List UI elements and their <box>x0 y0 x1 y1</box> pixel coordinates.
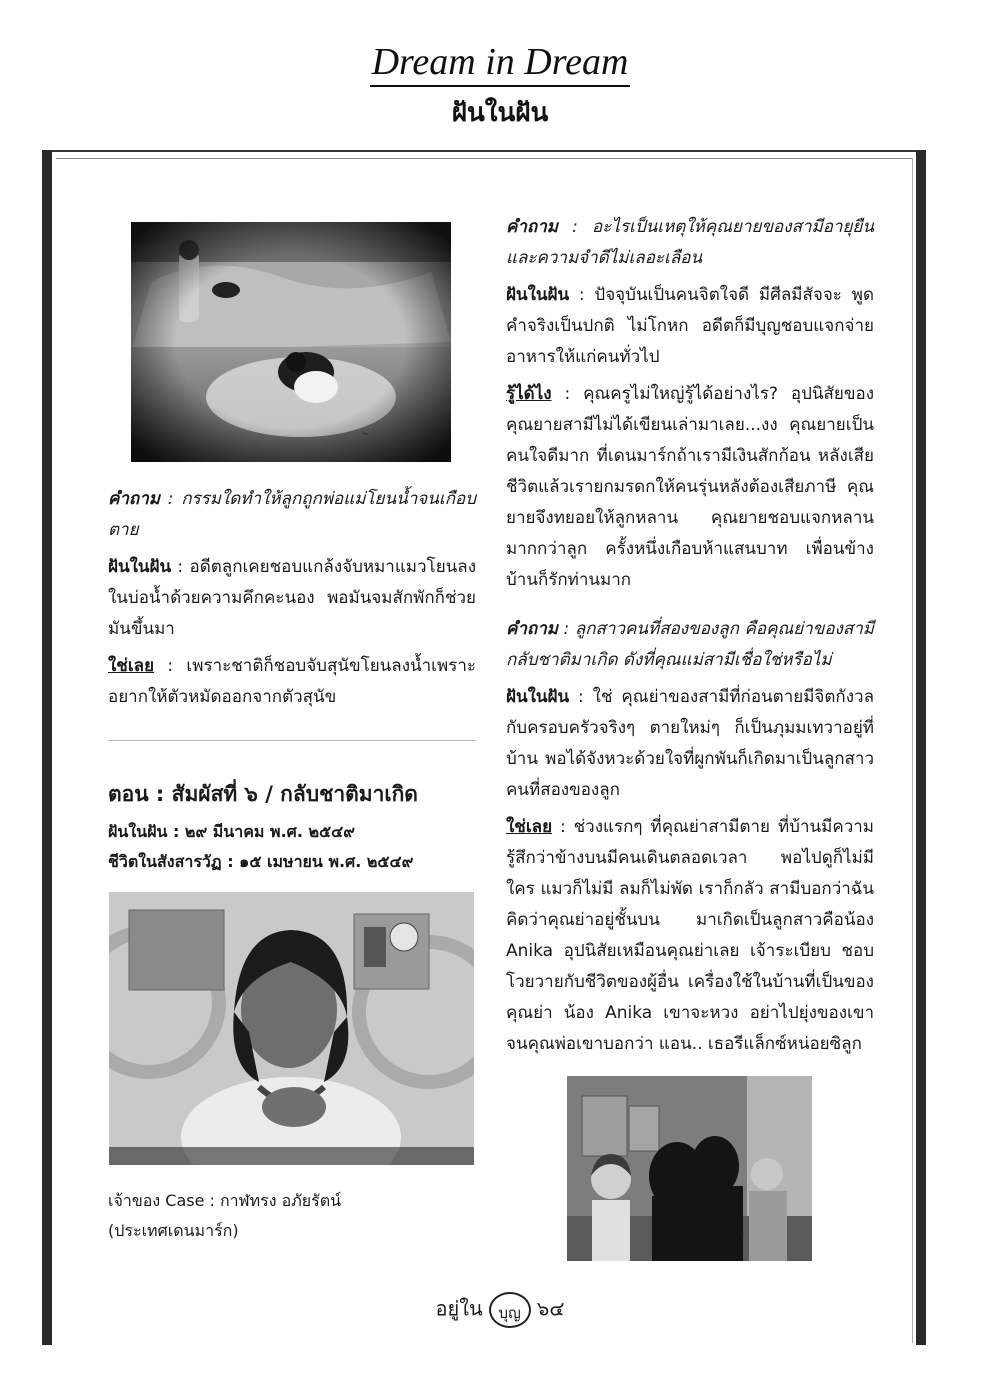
svg-text:~: ~ <box>361 429 370 440</box>
confirm-label: ใช่เลย <box>506 817 553 837</box>
confirm-text: : ช่วงแรกๆ ที่คุณย่าสามีตาย ที่บ้านมีความรู้สึกว่าข้างบนมีคนเดินตลอดเวลา พอไปดูก็ไม่มีใคร แมวก็ไม่มี ลมก็ไม่พัด เราก็กลัว สามีบอกว่าฉันคิดว่าคุณย่าอยู่ชั้นบน มาเกิดเป็นลูกสาวคือน้อง Anika อุปนิสัยเหมือนคุณย่าเลย เจ้าระเบียบ ชอบโวยวายกับชีวิตของผู้อื่น เครื่องใช้ในบ้านที่เป็นของคุณย่า น้อง Anika เขาจะหวง อย่าไปยุ่งของเขา จนคุณพ่อเขาบอกว่า แอน.. เธอรีแล็กซ์หน่อยซิลูก <box>506 817 874 1054</box>
question-label: คำถาม <box>506 619 558 639</box>
family-silhouette-photo <box>567 1076 812 1261</box>
answer-text: : ใช่ คุณย่าของสามีที่ก่อนตายมีจิตกังวลกับครอบครัวจริงๆ ตายใหม่ๆ ก็เป็นภุมมเทวาอยู่ที่บ้าน พอได้จังหวะด้วยใจที่ผูกพันก็เกิดมาเป็นลูกสาวคนที่สองของลูก <box>506 687 874 800</box>
page-title: Dream in Dream <box>0 40 1000 84</box>
right-confirm-1 <box>506 379 874 596</box>
right-answer-1 <box>506 280 874 373</box>
frame-left-border <box>42 150 52 1345</box>
left-confirm <box>108 651 476 713</box>
left-qa-block <box>108 484 476 719</box>
question-text: : กรรมใดทำให้ลูกถูกพ่อแม่โยนน้ำจนเกือบตาย <box>108 489 476 540</box>
right-question-2 <box>506 614 874 676</box>
answer-label: ฝันในฝัน <box>108 557 172 577</box>
left-answer <box>108 552 476 645</box>
frame-top-inner-border <box>56 158 912 159</box>
answer-text: : อดีตลูกเคยชอบแกล้งจับหมาแมวโยนลงในบ่อน้ำด้วยความคึกคะนอง พอมันจมสักพักก็ช่วยมันขึ้นมา <box>108 557 476 639</box>
question-text: : ลูกสาวคนที่สองของลูก คือคุณย่าของสามีกลับชาติมาเกิด ดังที่คุณแม่สามีเชื่อใช่หรือไม่ <box>506 619 874 670</box>
answer-label: ฝันในฝัน <box>506 285 570 305</box>
footer-brand-text: อยู่ใน <box>435 1296 483 1321</box>
case-owner-caption <box>108 1186 341 1246</box>
caption-line-1: เจ้าของ Case : กาฬทรง อภัยรัตน์ <box>108 1191 342 1210</box>
frame-top-border <box>42 150 926 152</box>
caption-line-2: (ประเทศเดนมาร์ก) <box>108 1221 239 1240</box>
frame-right-border <box>916 150 926 1345</box>
confirm-text: : คุณครูไม่ใหญ่รู้ได้อย่างไร? อุปนิสัยของคุณยายสามีไม่ได้เขียนเล่ามาเลย...งง คุณยายเป็นคนใจดีมาก ที่เดนมาร์กถ้าเรามีเงินสักก้อน หลังเสียชีวิตแล้วเรายกมรดกให้คนรุ่นหลังต้องเสียภาษี คุณยายจึงทยอยให้ลูกหลาน คุณยายชอบแจกหลานมากกว่าลูก ครั้งหนึ่งเกือบห้าแสนบาท เพื่อนข้างบ้านก็รักท่านมาก <box>506 384 874 590</box>
section-title: ตอน : สัมผัสที่ ๖ / กลับชาติมาเกิด <box>108 782 418 806</box>
right-answer-2 <box>506 682 874 806</box>
right-confirm-2 <box>506 812 874 1060</box>
footer-brand-mark-text: บุญ <box>498 1304 521 1322</box>
question-text: : อะไรเป็นเหตุให้คุณยายของสามีอายุยืนและความจำดีไม่เลอะเลือน <box>506 217 874 268</box>
case-owner-photo <box>109 892 474 1165</box>
frame-right-inner-border <box>912 158 913 1343</box>
page-footer <box>0 1292 1000 1328</box>
footer-brand-mark-icon <box>489 1292 531 1328</box>
answer-label: ฝันในฝัน <box>506 687 570 707</box>
confirm-label: ใช่เลย <box>108 656 155 676</box>
family-silhouette-image <box>567 1076 812 1261</box>
left-question <box>108 484 476 546</box>
confirm-text: : เพราะชาติก็ชอบจับสุนัขโยนลงน้ำเพราะอยากให้ตัวหมัดออกจากตัวสุนัข <box>108 656 476 707</box>
right-qa-block-1 <box>506 212 874 602</box>
dog-in-water-photo <box>131 222 451 462</box>
section-divider <box>108 740 476 741</box>
page-subtitle: ฝันในฝัน <box>451 98 549 128</box>
confirm-label: รู้ได้ไง <box>506 384 552 404</box>
life-date: ชีวิตในสังสารวัฏ : ๑๕ เมษายน พ.ศ. ๒๕๔๙ <box>108 852 414 871</box>
dream-date: ฝันในฝัน : ๒๙ มีนาคม พ.ศ. ๒๕๔๙ <box>108 822 355 841</box>
question-label: คำถาม <box>108 489 160 509</box>
page-number: ๖๔ <box>536 1296 565 1321</box>
case-owner-image <box>109 892 474 1165</box>
answer-text: : ปัจจุบันเป็นคนจิตใจดี มีศีลมีสัจจะ พูดคำจริงเป็นปกติ ไม่โกหก อดีตก็มีบุญชอบแจกจ่ายอาหารให้แก่คนทั่วไป <box>506 285 874 367</box>
question-label: คำถาม <box>506 217 558 237</box>
right-question-1 <box>506 212 874 274</box>
dog-in-water-image <box>131 222 451 462</box>
svg-text:~: ~ <box>737 1229 745 1239</box>
right-qa-block-2 <box>506 614 874 1066</box>
